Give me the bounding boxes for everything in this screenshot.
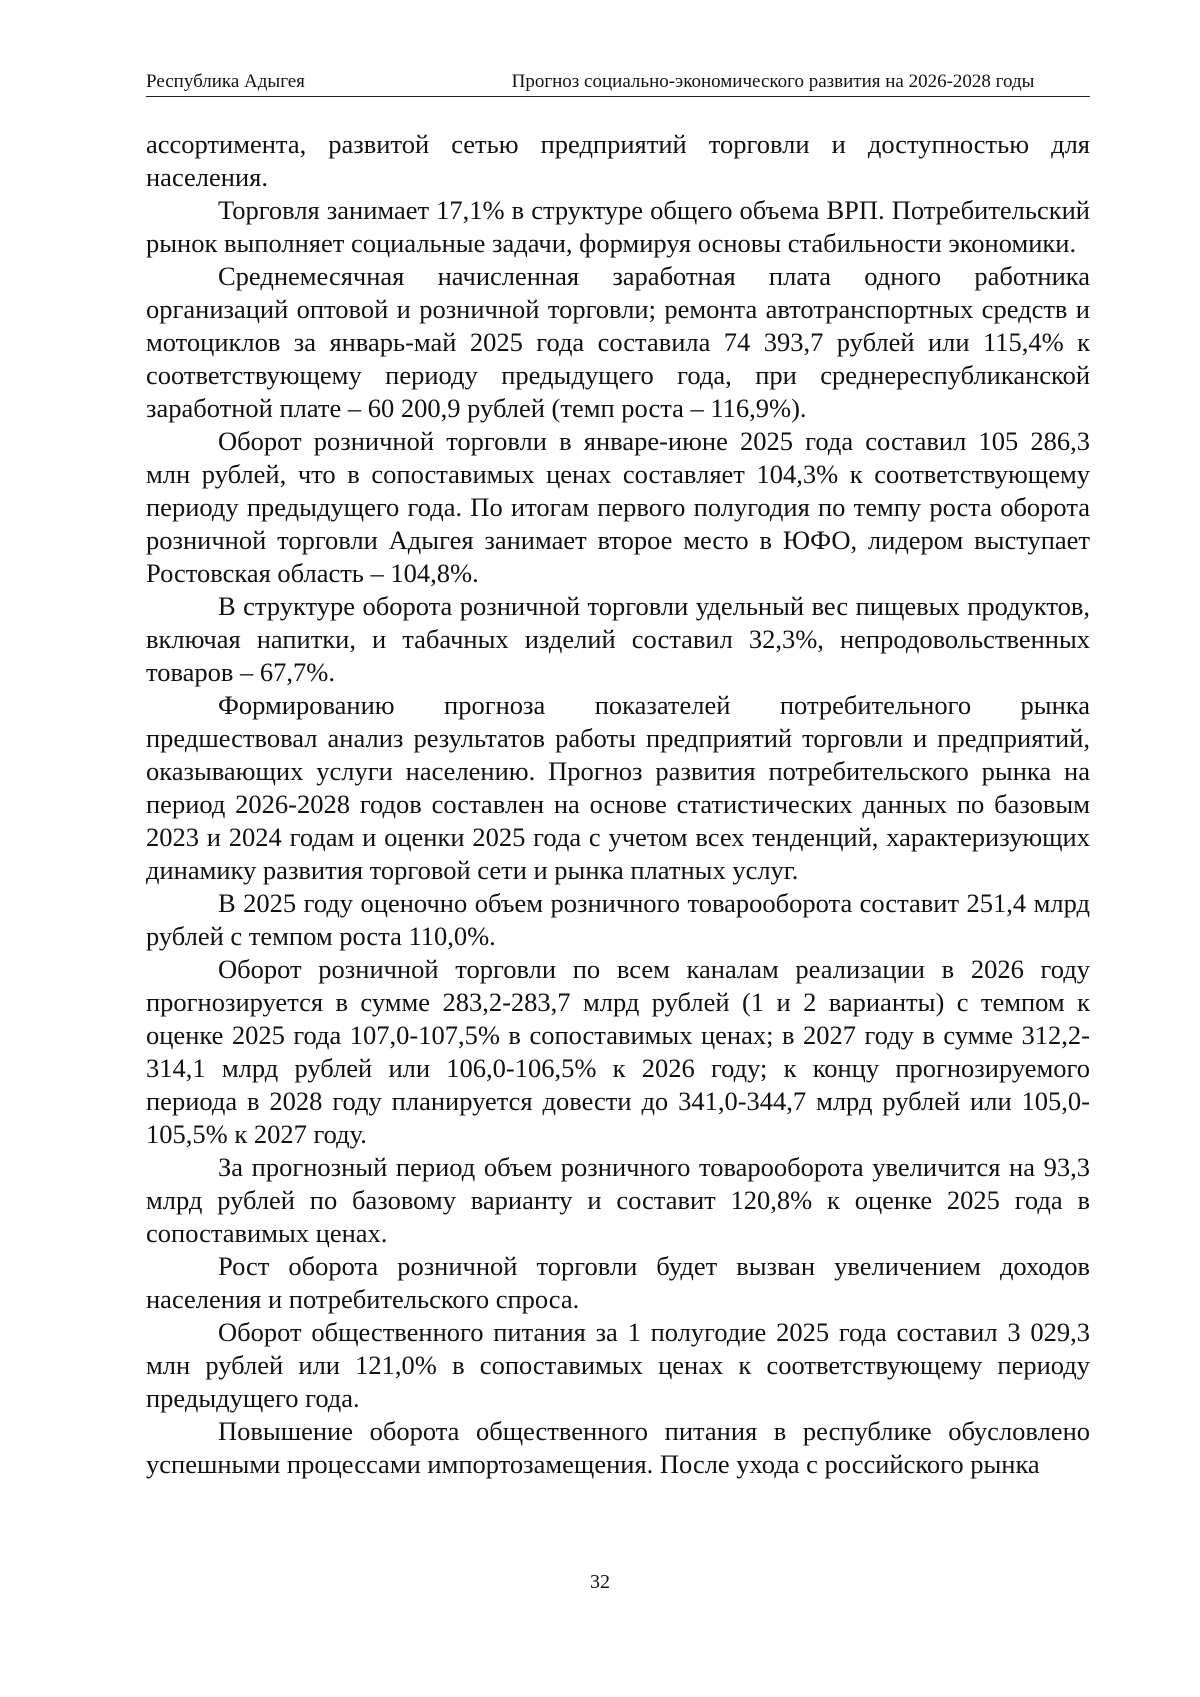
header-region-name: Республика Адыгея: [146, 71, 305, 92]
paragraph-average-salary: Среднемесячная начисленная заработная плата одного работника организаций оптовой и розничной торговли; ремонта автотранспортных средств и мотоциклов за январь-май 2025 года составила 74 393,7 рублей или 115,4% к соответствующему периоду предыдущего года, при среднереспубликанской заработной плате – 60 200,9 рублей (темп роста – 116,9%).: [146, 261, 1090, 423]
body-text: [146, 128, 1090, 1481]
paragraph-forecast-growth: За прогнозный период объем розничного товарооборота увеличится на 93,3 млрд рублей по базовому варианту и составит 120,8% к оценке 2025 года в сопоставимых ценах.: [146, 1152, 1090, 1248]
paragraph-growth-drivers: Рост оборота розничной торговли будет вызван увеличением доходов населения и потребительского спроса.: [146, 1251, 1090, 1314]
paragraph-2026-2028-forecast: Оборот розничной торговли по всем каналам реализации в 2026 году прогнозируется в сумме 283,2-283,7 млрд рублей (1 и 2 варианты) с темпом к оценке 2025 года 107,0-107,5% в сопоставимых ценах; в 2027 году в сумме 312,2-314,1 млрд рублей или 106,0-106,5% к 2026 году; к концу прогнозируемого периода в 2028 году планируется довести до 341,0-344,7 млрд рублей или 105,0-105,5% к 2027 году.: [146, 954, 1090, 1149]
paragraph-retail-turnover: Оборот розничной торговли в январе-июне 2025 года составил 105 286,3 млн рублей, что в сопоставимых ценах составляет 104,3% к соответствующему периоду предыдущего года. По итогам первого полугодия по темпу роста оборота розничной торговли Адыгея занимает второе место в ЮФО, лидером выступает Ростовская область – 104,8%.: [146, 426, 1090, 588]
paragraph-import-substitution: Повышение оборота общественного питания в республике обусловлено успешными процессами импортозамещения. После ухода с российского рынка: [146, 1416, 1090, 1479]
paragraph-forecast-basis: Формированию прогноза показателей потребительного рынка предшествовал анализ результатов работы предприятий торговли и предприятий, оказывающих услуги населению. Прогноз развития потребительского рынка на период 2026-2028 годов составлен на основе статистических данных по базовым 2023 и 2024 годам и оценки 2025 года с учетом всех тенденций, характеризующих динамику развития торговой сети и рынка платных услуг.: [146, 690, 1090, 885]
paragraph-catering-turnover: Оборот общественного питания за 1 полугодие 2025 года составил 3 029,3 млн рублей или 121,0% в сопоставимых ценах к соответствующему периоду предыдущего года.: [146, 1317, 1090, 1413]
header-document-title: Прогноз социально-экономического развития на 2026-2028 годы: [511, 71, 1035, 92]
page-number: 32: [590, 1571, 610, 1593]
running-header: [146, 70, 1090, 97]
paragraph-turnover-structure: В структуре оборота розничной торговли удельный вес пищевых продуктов, включая напитки, и табачных изделий составил 32,3%, непродовольственных товаров – 67,7%.: [146, 591, 1090, 687]
paragraph-trade-share: Торговля занимает 17,1% в структуре общего объема ВРП. Потребительский рынок выполняет социальные задачи, формируя основы стабильности экономики.: [146, 195, 1090, 258]
paragraph-continuation: ассортимента, развитой сетью предприятий торговли и доступностью для населения.: [146, 129, 1090, 192]
paragraph-2025-estimate: В 2025 году оценочно объем розничного товарооборота составит 251,4 млрд рублей с темпом роста 110,0%.: [146, 888, 1090, 951]
